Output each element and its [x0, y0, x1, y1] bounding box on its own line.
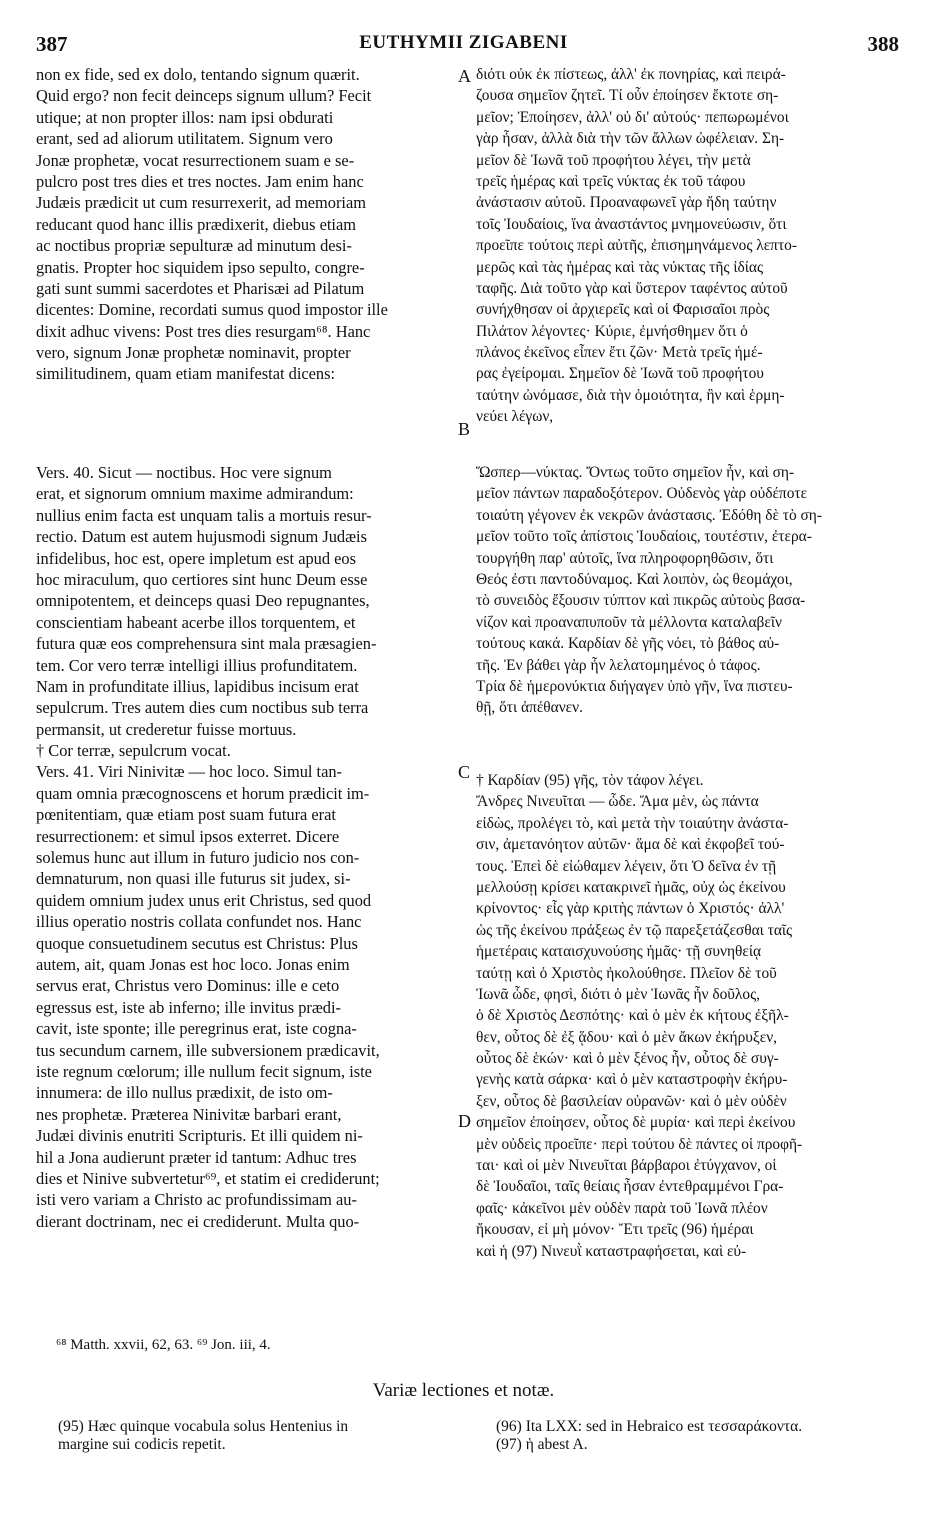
text-line: τῆς. Ἐν βάθει γὰρ ἦν λελατομημένος ὁ τάφος.: [476, 656, 761, 674]
text-line: νεύει λέγων,: [476, 408, 554, 426]
text-line: dicentes: Domine, recordati sumus quod impostor ille: [36, 300, 388, 320]
page-number-left: 387: [36, 32, 68, 56]
text-line: ἀνάστασιν αὐτοῦ. Προαναφωνεῖ γὰρ ἤδη ταύτην: [476, 194, 777, 212]
text-line: demnaturum, non quasi ille futurus sit judex, si-: [36, 869, 351, 889]
text-line: tem. Cor vero terræ intelligi illius profunditatem.: [36, 655, 358, 675]
text-line: cavit, iste sponte; ille peregrinus erat, iste cogna-: [36, 1019, 357, 1039]
text-line: διότι οὐκ ἐκ πίστεως, ἀλλ' ἐκ πονηρίας, καὶ πειρά-: [476, 66, 786, 83]
text-line: μεῖον δὲ Ἰωνᾶ τοῦ προφήτου λέγει, τὴν μετὰ: [476, 151, 751, 169]
text-line: dixit adhuc vivens: Post tres dies resurgam⁶⁸. Hanc: [36, 321, 371, 341]
text-line: resurrectionem: et simul ipsos exterret. Dicere: [36, 826, 340, 846]
text-line: ὡς τῆς ἐκείνου πράξεως ἐν τῷ παρεξετάζεσθαι ταῖς: [476, 921, 793, 939]
page-header: [0, 0, 927, 60]
text-line: hoc miraculum, quo certiores sint hunc Deum esse: [36, 569, 368, 589]
text-line: servus erat, Christus vero Dominus: ille e ceto: [36, 976, 340, 996]
text-line: gati sunt summi sacerdotes et Pharisæi ad Pilatum: [36, 278, 365, 298]
text-line: ξεν, οὗτος δὲ βασιλείαν οὐρανῶν· καὶ ὁ μὲν οὐδὲν: [476, 1092, 787, 1110]
variae-title: Variæ lectiones et notæ.: [372, 1380, 555, 1401]
text-line: innumera: de illo nullus prædixit, de isto om-: [36, 1083, 333, 1103]
text-line: Quid ergo? non fecit deinceps signum ullum? Fecit: [36, 86, 372, 106]
text-line: οὗτος δὲ ἑκών· καὶ ὁ μὲν ξένος ἦν, οὗτος δὲ συγ-: [476, 1050, 779, 1068]
greek-block-1: [476, 64, 901, 428]
text-line: vero, signum Jonæ prophetæ nominavit, propter: [36, 343, 351, 363]
text-line: quidem omnium judex unus erit Christus, sed quod: [36, 890, 372, 910]
text-line: ταύτῃ καὶ ὁ Χριστὸς ἠκολούθησε. Πλεῖον δὲ τοῦ: [476, 964, 777, 982]
text-line: ταύτην ὠνόμασε, διὰ τὴν ὁμοιότητα, ἣν καὶ ἑρμη-: [476, 386, 785, 404]
text-line: προεῖπε τούτοις περὶ αὐτῆς, ἐπισημηνάμενος λεπτο-: [476, 237, 797, 255]
margin-marker-a: A: [458, 66, 471, 86]
text-line: † Cor terræ, sepulcrum vocat.: [36, 741, 231, 761]
text-line: θεν, οὗτος δὲ ἐξ ᾅδου· καὶ ὁ μὲν ἄκων ἐκήρυξεν,: [476, 1028, 778, 1046]
text-line: utique; at non propter illos: nam ipsi obdurati: [36, 107, 334, 127]
text-line: quam omnia præcognoscens et horum prædicit im-: [36, 783, 370, 803]
text-line: nes prophetæ. Præterea Ninivitæ barbari erant,: [36, 1104, 342, 1124]
text-line: futura quæ eos comprehensura sint mala præsagien-: [36, 634, 377, 654]
text-line: μεῖον πάντων παραδοξότερον. Οὐδενὸς γὰρ οὐδέποτε: [476, 485, 808, 503]
text-line: ἤκουσαν, εἰ μὴ μόνον· Ἔτι τρεῖς (96) ἡμέραι: [476, 1221, 754, 1239]
text-line: Τρία δὲ ἡμερονύκτια διήγαγεν ὑπὸ γῆν, ἵνα πιστευ-: [476, 677, 793, 695]
text-line: Ἰωνᾶ ὧδε, φησὶ, διότι ὁ μὲν Ἰωνᾶς ἦν δοῦλος,: [476, 985, 761, 1003]
text-line: Θεός ἐστι παντοδύναμος. Καὶ λοιπὸν, ὡς θεομάχοι,: [476, 570, 793, 588]
text-line: † Καρδίαν (95) γῆς, τὸν τάφον λέγει.: [476, 772, 704, 789]
text-line: μεῖον; Ἐποίησεν, ἀλλ' οὐ δι' αὐτούς· πεπωρωμένοι: [476, 108, 789, 126]
text-line: pulcro post tres dies et tres noctes. Jam enim hanc: [36, 171, 364, 191]
text-line: ρας ἐγείρομαι. Σημεῖον δὲ Ἰωνᾶ τοῦ προφήτου: [476, 365, 764, 383]
text-line: τούτους κακά. Καρδίαν δὲ γῆς νόει, τὸ βάθος αὐ-: [476, 635, 780, 653]
text-line: ac noctibus propriæ sepulturæ ad minutum desi-: [36, 236, 352, 256]
text-line: νίζον καὶ προαναπυποῦν τὰ μέλλοντα καταλαβεῖν: [476, 613, 782, 631]
text-line: Vers. 40. Sicut — noctibus. Hoc vere signum: [36, 463, 332, 482]
text-line: γὰρ ἦσαν, ἀλλὰ διὰ τὴν τῶν ἄλλων ὠφέλειαν. Ση-: [476, 130, 785, 148]
text-line: infidelibus, hoc est, opere impletum est apud eos: [36, 548, 357, 568]
note-line: (95) Hæc quinque vocabula solus Hentenius in: [58, 1418, 349, 1435]
text-line: μὲν οὐδεὶς προεῖπε· περὶ τούτου δὲ πάντες οἱ προφῆ-: [476, 1135, 803, 1153]
text-line: Ἄνδρες Νινευῖται — ὧδε. Ἅμα μὲν, ὡς πάντα: [476, 793, 759, 811]
latin-block-1: [36, 64, 456, 385]
margin-marker-c: C: [458, 762, 471, 782]
text-line: Judæi divinis enutriti Scripturis. Et illi quidem ni-: [36, 1126, 363, 1146]
margin-marker-d: D: [458, 1111, 471, 1131]
text-line: permansit, ut crederetur fuisse mortuus.: [36, 719, 297, 739]
text-line: θῇ, ὅτι ἀπέθανεν.: [476, 699, 583, 717]
text-line: τοιαύτη γέγονεν ἐκ νεκρῶν ἀνάστασις. Ἐδόθη δὲ τὸ ση-: [476, 506, 822, 524]
text-line: autem, ait, quam Jonas est hoc loco. Jonas enim: [36, 954, 350, 974]
footnotes: ⁶⁸ Matth. xxvii, 62, 63. ⁶⁹ Jon. iii, 4.: [56, 1337, 271, 1353]
greek-block-3: [476, 770, 901, 1262]
text-line: illius operatio nostris collata confundet nos. Hanc: [36, 912, 362, 932]
text-line: τὸ συνειδὸς ἔξουσιν τύπτον καὶ πικρῶς αὐτοὺς βασα-: [476, 592, 806, 610]
text-line: pœnitentiam, quæ etiam post suam futura erat: [36, 805, 336, 825]
text-line: σιν, ἀμετανόητον αὐτῶν· ἅμα δὲ καὶ ἐκφοβεῖ τού-: [476, 836, 785, 854]
text-line: ζουσα σημεῖον ζητεῖ. Τί οὖν ἐποίησεν ἔκτοτε ση-: [476, 87, 779, 105]
text-line: hil a Jona audierunt præter id tantum: Adhuc tres: [36, 1147, 357, 1167]
running-title: EUTHYMII ZIGABENI: [359, 32, 568, 53]
text-line: ται· καὶ οἱ μὲν Νινευῖται βάρβαροι ἐτύγχανον, οἱ: [476, 1157, 777, 1175]
text-line: Judæis prædicit ut cum resurrexerit, ad memoriam: [36, 193, 367, 213]
note-line: (96) Ita LXX: sed in Hebraico est τεσσαράκοντα.: [496, 1418, 803, 1435]
text-line: Ὥσπερ—νύκτας. Ὄντως τοῦτο σημεῖον ἦν, καὶ ση-: [476, 464, 795, 481]
text-line: tus secundum carnem, ille subversionem prædicavit,: [36, 1040, 380, 1060]
text-line: isti vero variam a Christo ac profundissimam au-: [36, 1190, 357, 1210]
text-line: Πιλάτον λέγοντες· Κύριε, ἐμνήσθημεν ὅτι ὁ: [476, 322, 748, 340]
latin-block-2: [36, 462, 456, 1232]
text-line: rectio. Datum est autem hujusmodi signum Judæis: [36, 527, 367, 547]
text-line: καὶ ἡ (97) Νινευῒ καταστραφήσεται, καὶ εὐ-: [476, 1242, 747, 1260]
text-line: συνήχθησαν οἱ ἀρχιερεῖς καὶ οἱ Φαρισαῖοι πρὸς: [476, 301, 770, 319]
page-number-right: 388: [867, 32, 899, 56]
text-line: egressus est, iste ab inferno; ille invitus prædi-: [36, 997, 341, 1017]
text-line: πλάνος ἐκεῖνος εἶπεν ἔτι ζῶν· Μετὰ τρεῖς ἡμέ-: [476, 344, 763, 362]
text-line: solemus hunc aut illum in futuro judicio nos con-: [36, 848, 360, 868]
text-line: dierant doctrinam, nec ei crediderunt. Multa quo-: [36, 1211, 360, 1231]
note-line: (97) ἡ abest A.: [496, 1436, 588, 1453]
text-line: sepulcrum. Tres autem dies cum noctibus sub terra: [36, 698, 369, 718]
text-line: erant, sed ad aliorum utilitatem. Signum vero: [36, 129, 333, 149]
text-line: μελλούσῃ κρίσει κατακρινεῖ ἡμᾶς, οὐχ ὡς ἐκείνου: [476, 878, 786, 896]
text-line: ταφῆς. Διὰ τοῦτο γὰρ καὶ ὕστερον ταφέντος αὐτοῦ: [476, 279, 788, 297]
text-line: δὲ Ἰουδαῖοι, ταῖς θείαις ἦσαν ἐντεθραμμένοι Γρα-: [476, 1178, 784, 1196]
greek-block-2: [476, 462, 901, 719]
text-line: erat, et signorum omnium maxime admirandum:: [36, 484, 354, 504]
text-line: conscientiam habeant acerbe illos torquentem, et: [36, 612, 356, 632]
text-line: nullius enim facta est unquam talis a mortuis resur-: [36, 505, 372, 525]
text-line: dies et Ninive subvertetur⁶⁹, et statim ei crediderunt;: [36, 1168, 380, 1188]
text-line: ὁ δὲ Χριστὸς Δεσπότης· καὶ ὁ μὲν ἐκ κήτους ἐξῆλ-: [476, 1007, 789, 1025]
text-line: non ex fide, sed ex dolo, tentando signum quærit.: [36, 65, 360, 84]
text-line: γενὴς κατὰ σάρκα· καὶ ὁ μὲν καταστροφὴν ἐκήρυ-: [476, 1071, 788, 1089]
text-line: Jonæ prophetæ, vocat resurrectionem suam e se-: [36, 150, 355, 170]
variae-notes-right: [496, 1418, 906, 1454]
text-line: Nam in profunditate illius, lapidibus incisum erat: [36, 676, 359, 696]
text-line: εἰδὼς, προλέγει τὸ, καὶ μετὰ τὴν τοιαύτην ἀνάστα-: [476, 814, 789, 832]
text-line: similitudinem, quam etiam manifestat dicens:: [36, 364, 336, 384]
text-line: σημεῖον ἐποίησεν, οὗτος δὲ μυρία· καὶ περὶ ἐκείνου: [476, 1114, 796, 1132]
text-line: κρίνοντος· εἷς γὰρ κριτὴς πάντων ὁ Χριστός· ἀλλ': [476, 900, 785, 918]
text-line: ἡμετέραις καταισχυνούσης ἡμᾶς· τῇ συνηθείᾳ: [476, 943, 762, 961]
text-line: reducant quod hanc illis prædixerit, diebus etiam: [36, 214, 356, 234]
text-line: τρεῖς ἡμέρας καὶ τρεῖς νύκτας ἐκ τοῦ τάφου: [476, 172, 746, 190]
text-line: gnatis. Propter hoc siquidem ipso sepulto, congre-: [36, 257, 365, 277]
text-line: τοῖς Ἰουδαίοις, ἵνα ἀναστάντος μνημονεύωσιν, ὅτι: [476, 215, 787, 233]
margin-marker-b: B: [458, 419, 471, 439]
text-line: Vers. 41. Viri Ninivitæ — hoc loco. Simul tan-: [36, 762, 343, 782]
note-line: margine sui codicis repetit.: [58, 1436, 226, 1453]
text-line: τους. Ἐπεὶ δὲ εἰώθαμεν λέγειν, ὅτι Ὁ δεῖνα ἐν τῇ: [476, 857, 777, 875]
text-line: μεῖον τοῦτο τοῖς ἀπίστοις Ἰουδαίοις, τουτέστιν, ἐτερα-: [476, 528, 812, 546]
text-line: φαῖς· κἀκεῖνοι μὲν οὐδὲν παρὰ τοῦ Ἰωνᾶ πλέον: [476, 1199, 768, 1217]
text-line: omnipotentem, et deinceps quasi Deo repugnantes,: [36, 591, 370, 611]
text-line: quoque consuetudinem secutus est Christus: Plus: [36, 933, 358, 953]
text-line: μερῶς καὶ τὰς ἡμέρας καὶ τὰς νύκτας τῆς ἰδίας: [476, 258, 764, 276]
variae-notes-left: [58, 1418, 468, 1454]
text-line: iste regnum cœlorum; ille nullum fecit signum, iste: [36, 1061, 372, 1081]
text-line: τουργήθη παρ' αὐτοῖς, ἵνα πληροφορηθῶσιν, ὅτι: [476, 549, 774, 567]
